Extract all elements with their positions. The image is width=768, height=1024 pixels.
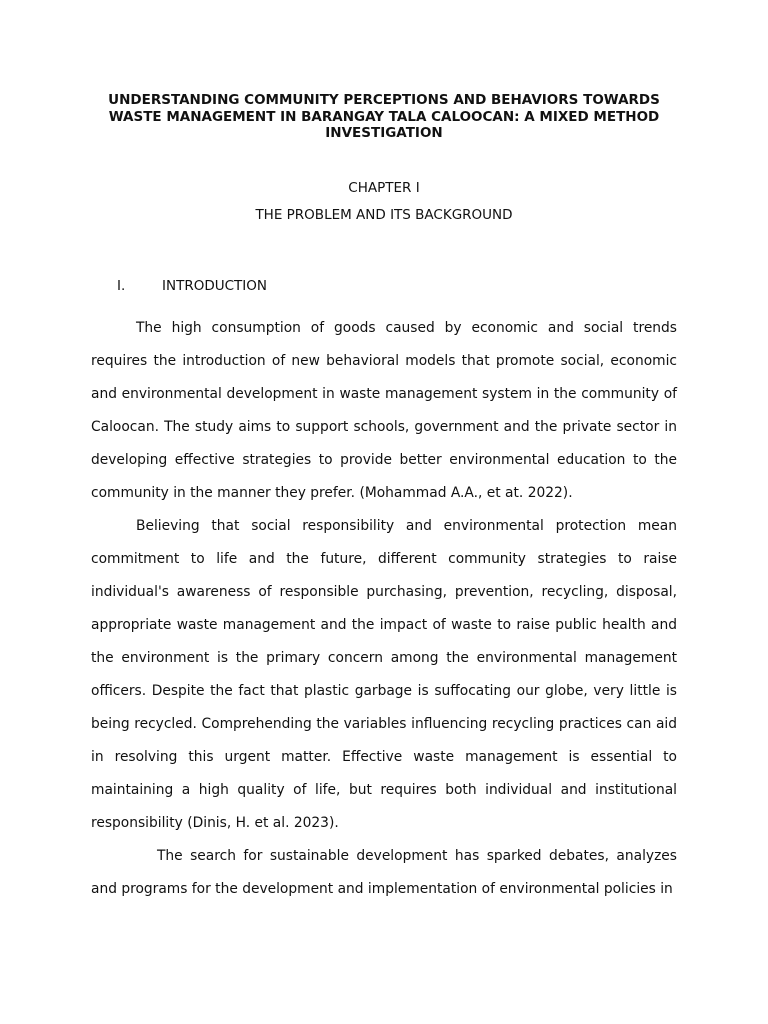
body-text [91, 312, 677, 906]
section-heading [91, 278, 677, 294]
paragraph-1: The high consumption of goods caused by economic and social trends requires the introduction of new behavioral models that promote social, economic and environmental development in waste management system in the community of Caloocan. The study aims to support schools, government and the private sector in developing effective strategies to provide better environmental education to the community in the manner they prefer. (Mohammad A.A., et at. 2022). [91, 319, 677, 501]
section-number: I. [117, 277, 126, 294]
document-title: UNDERSTANDING COMMUNITY PERCEPTIONS AND BEHAVIORS TOWARDS WASTE MANAGEMENT IN BARANGAY TALA CALOOCAN: A MIXED METHOD INVESTIGATION [108, 92, 660, 141]
paragraph-3: The search for sustainable development has sparked debates, analyzes and programs for the development and implementation of environmental policies in [91, 847, 677, 897]
section-title: INTRODUCTION [162, 277, 267, 294]
paragraph-2: Believing that social responsibility and environmental protection mean commitment to life and the future, different community strategies to raise individual's awareness of responsible purchasing, prevention, recycling, disposal, appropriate waste management and the impact of waste to raise public health and the environment is the primary concern among the environmental management officers. Despite the fact that plastic garbage is suffocating our globe, very little is being recycled. Comprehending the variables influencing recycling practices can aid in resolving this urgent matter. Effective waste management is essential to maintaining a high quality of life, but requires both individual and institutional responsibility (Dinis, H. et al. 2023). [91, 517, 677, 831]
chapter-subtitle: THE PROBLEM AND ITS BACKGROUND [255, 206, 513, 223]
chapter-heading: CHAPTER I [348, 179, 420, 196]
